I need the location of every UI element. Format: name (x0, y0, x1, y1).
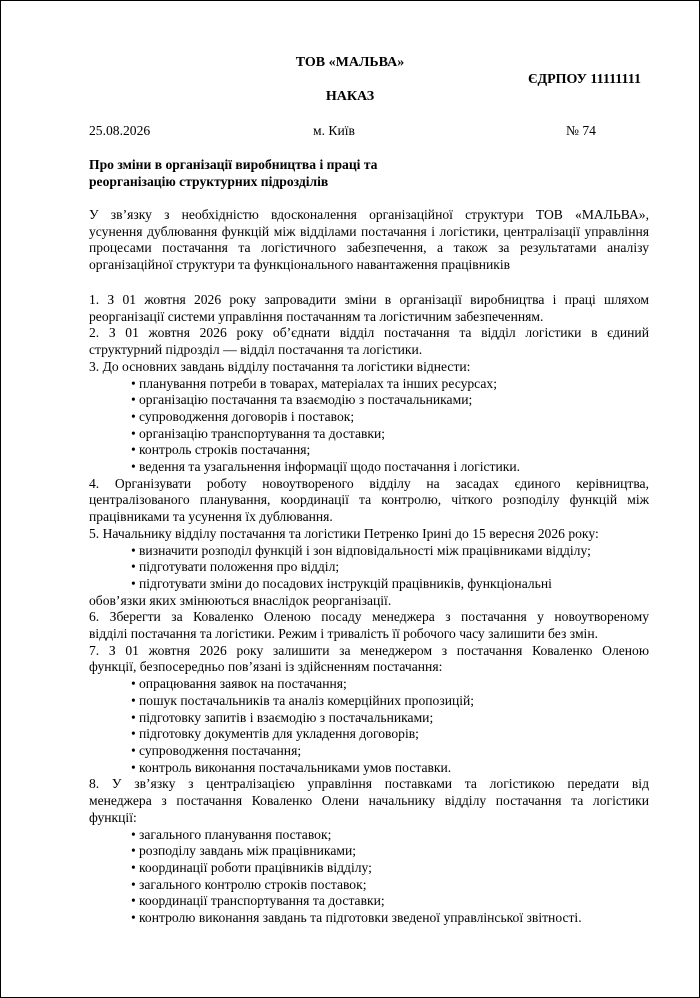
item-3-line: 3. До основних завдань відділу постачання та логістики віднести: (89, 358, 471, 374)
subject-line: реорганізацію структурних підрозділів (89, 173, 329, 189)
list-item: • супроводження постачання; (89, 743, 649, 760)
item-4-line: централізованого планування, координації та контролю, чіткого розподілу функцій між (89, 492, 649, 508)
list-item: • координації роботи працівників відділу; (89, 860, 649, 877)
list-item: • підготовку запитів і взаємодію з постачальниками; (89, 710, 649, 727)
order-date: 25.08.2026 (89, 123, 151, 138)
item-6-line: 6. Зберегти за Коваленко Оленою посаду менеджера з постачання у новоутвореному (89, 609, 649, 625)
item-5-line: 5. Начальнику відділу постачання та логістики Петренко Ірині до 15 вересня 2026 року: (89, 525, 599, 541)
item-7-line: 7. З 01 жовтня 2026 року залишити за менеджером з постачання Коваленко Оленою (89, 642, 649, 658)
list-item: • організацію постачання та взаємодію з постачальниками; (89, 392, 649, 409)
list-item: • розподілу завдань між працівниками; (89, 843, 649, 860)
item-4-line: 4. Організувати роботу новоутвореного відділу на засадах єдиного керівництва, (89, 475, 649, 491)
item-8-line: функції: (89, 809, 137, 825)
preamble-line: процесами постачання та логістичного забезпечення, а також за результатами аналізу (89, 240, 649, 256)
item-4-line: працівниками та усунення їх дублювання. (89, 509, 333, 525)
edrpou-code: ЄДРПОУ 11111111 (527, 72, 641, 87)
list-item: • контролю виконання завдань та підготовки зведеної управлінської звітності. (89, 910, 649, 927)
list-item: • загального планування поставок; (89, 827, 649, 844)
order-number: № 74 (566, 123, 596, 138)
order-subject (89, 157, 489, 190)
item-1-line: реорганізації системи управління постачанням та логістичним забезпеченням. (89, 308, 544, 324)
order-items (89, 292, 649, 927)
list-item: • загального контролю строків поставок; (89, 877, 649, 894)
item-7-line: функції, безпосередньо пов’язані із здійсненням постачання: (89, 659, 443, 675)
order-city: м. Київ (313, 123, 355, 138)
list-item: • визначити розподіл функцій і зон відповідальності між працівниками відділу; (89, 543, 649, 560)
company-name: ТОВ «МАЛЬВА» (295, 55, 405, 70)
list-item: • контроль виконання постачальниками умов поставки. (89, 760, 649, 777)
item-2-line: 2. З 01 жовтня 2026 року об’єднати відділ постачання та відділ логістики в єдиний (89, 325, 649, 341)
list-item: • супроводження договорів і поставок; (89, 409, 649, 426)
list-item: • планування потреби в товарах, матеріалах та інших ресурсах; (89, 376, 649, 393)
list-item: • координації транспортування та доставки; (89, 893, 649, 910)
list-item: • ведення та узагальнення інформації щодо постачання і логістики. (89, 459, 649, 476)
list-item-continuation: обов’язки яких змінюються внаслідок реорганізації. (89, 592, 392, 608)
item-8-line: 8. У зв’язку з централізацією управління поставками та логістикою передати від (89, 776, 649, 792)
item-8-line: менеджера з постачання Коваленко Олени начальнику відділу постачання та логістики (89, 793, 649, 809)
document-type-title: НАКАЗ (325, 89, 375, 104)
list-item: • підготовку документів для укладення договорів; (89, 726, 649, 743)
preamble-line: У зв’язку з необхідністю вдосконалення організаційної структури ТОВ «МАЛЬВА», (89, 207, 649, 222)
list-item: • підготувати положення про відділ; (89, 559, 649, 576)
preamble-line: усунення дублювання функцій між відділами постачання і логістики, централізації управління (89, 223, 649, 239)
list-item: • контроль строків постачання; (89, 442, 649, 459)
list-item: • організацію транспортування та доставки; (89, 426, 649, 443)
list-item: • підготувати зміни до посадових інструкцій працівників, функціональні (89, 576, 649, 593)
item-2-line: структурний підрозділ — відділ постачання та логістики. (89, 342, 423, 358)
item-6-line: відділі постачання та логістики. Режим і тривалість її робочого часу залишити без змін. (89, 626, 598, 642)
subject-line: Про зміни в організації виробництва і праці та (89, 157, 378, 172)
list-item: • пошук постачальників та аналіз комерційних пропозицій; (89, 693, 649, 710)
preamble (89, 207, 649, 274)
list-item: • опрацювання заявок на постачання; (89, 676, 649, 693)
preamble-line: організаційної структури та функціонального навантаження працівників (89, 257, 511, 273)
item-1-line: 1. З 01 жовтня 2026 року запровадити зміни в організації виробництва і праці шляхом (89, 292, 649, 307)
